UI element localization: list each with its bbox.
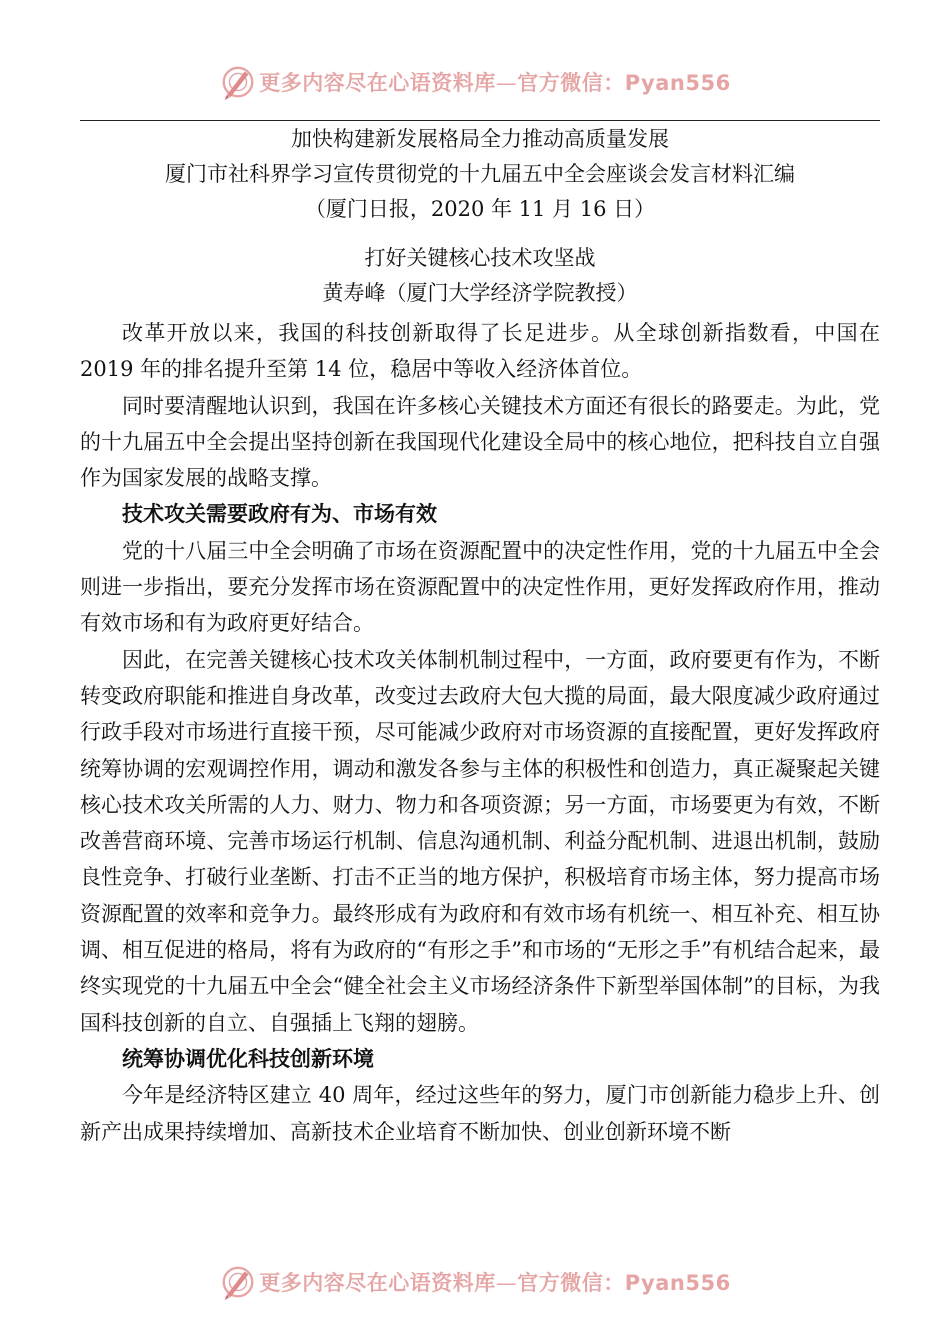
document-body xyxy=(80,122,880,1150)
watermark-text: 更多内容尽在心语资料库—官方微信：Pyan556 xyxy=(259,1271,731,1295)
pen-logo-icon xyxy=(219,63,257,101)
paragraph: 同时要清醒地认识到，我国在许多核心关键技术方面还有很长的路要走。为此，党的十九届五中全会提出坚持创新在我国现代化建设全局中的核心地位，把科技自立自强作为国家发展的战略支撑。 xyxy=(80,393,880,491)
paragraph: 党的十八届三中全会明确了市场在资源配置中的决定性作用，党的十九届五中全会则进一步指出，要充分发挥市场在资源配置中的决定性作用，更好发挥政府作用，推动有效市场和有为政府更好结合。 xyxy=(80,538,880,636)
article-author: 黄寿峰（厦门大学经济学院教授） xyxy=(322,281,638,305)
paragraph: 改革开放以来，我国的科技创新取得了长足进步。从全球创新指数看，中国在 2019 年的排名提升至第 14 位，稳居中等收入经济体首位。 xyxy=(80,321,880,382)
article-title: 打好关键核心技术攻坚战 xyxy=(364,246,596,270)
series-title: 加快构建新发展格局全力推动高质量发展 xyxy=(291,127,669,151)
pen-logo-icon xyxy=(219,1263,257,1301)
paragraph: 今年是经济特区建立 40 周年，经过这些年的努力，厦门市创新能力稳步上升、创新产出成果持续增加、高新技术企业培育不断加快、创业创新环境不断 xyxy=(80,1083,880,1144)
source-line: （厦门日报，2020 年 11 月 16 日） xyxy=(304,197,656,221)
section-heading: 技术攻关需要政府有为、市场有效 xyxy=(122,502,437,527)
paragraph: 因此，在完善关键核心技术攻关体制机制过程中，一方面，政府要更有作为，不断转变政府职能和推进自身改革，改变过去政府大包大揽的局面，最大限度减少政府通过行政手段对市场进行直接干预，尽可能减少政府对市场资源的直接配置，更好发挥政府统筹协调的宏观调控作用，调动和激发各参与主体的积极性和创造力，真正凝聚起关键核心技术攻关所需的人力、财力、物力和各项资源；另一方面，市场要更为有效，不断改善营商环境、完善市场运行机制、信息沟通机制、利益分配机制、进退出机制，鼓励良性竞争、打破行业垄断、打击不正当的地方保护，积极培育市场主体，努力提高市场资源配置的效率和竞争力。最终形成有为政府和有效市场有机统一、相互补充、相互协调、相互促进的格局，将有为政府的“有形之手”和市场的“无形之手”有机结合起来，最终实现党的十九届五中全会“健全社会主义市场经济条件下新型举国体制”的目标，为我国科技创新的自立、自强插上飞翔的翅膀。 xyxy=(80,647,880,1035)
compilation-title: 厦门市社科界学习宣传贯彻党的十九届五中全会座谈会发言材料汇编 xyxy=(165,162,795,186)
watermark-banner-top xyxy=(0,62,950,102)
watermark-banner-bottom xyxy=(0,1262,950,1302)
section-heading: 统筹协调优化科技创新环境 xyxy=(122,1046,374,1071)
watermark-text: 更多内容尽在心语资料库—官方微信：Pyan556 xyxy=(259,71,731,95)
header-rule xyxy=(80,120,880,121)
